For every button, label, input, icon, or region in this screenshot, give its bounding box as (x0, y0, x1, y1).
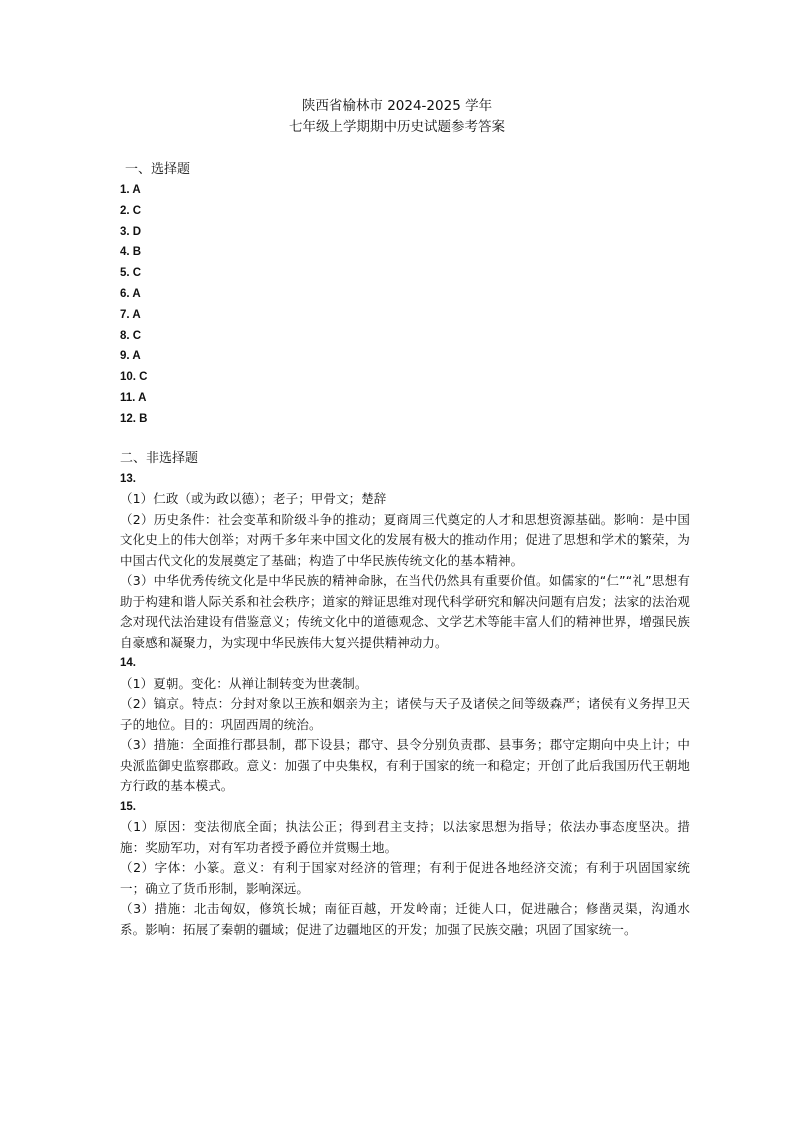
answer-paragraph: （3）中华优秀传统文化是中华民族的精神命脉，在当代仍然具有重要价值。如儒家的“仁”“礼”思想有助于构建和谐人际关系和社会秩序；道家的辩证思维对现代科学研究和解决问题有启发；法家的法治观念对现代法治建设有借鉴意义；传统文化中的道德观念、文学艺术等能丰富人们的精神世界，增强民族自豪感和凝聚力，为实现中华民族伟大复兴提供精神动力。 (120, 573, 690, 650)
answer-item: 9. A (120, 350, 141, 363)
answer-list (120, 180, 690, 430)
answer-item: 8. C (120, 329, 142, 342)
section-heading-choice: 一、选择题 (125, 162, 191, 177)
document-body (120, 160, 690, 940)
answer-paragraph: （3）措施：北击匈奴，修筑长城；南征百越，开发岭南；迁徙人口，促进融合；修凿灵渠，沟通水系。影响：拓展了秦朝的疆域；促进了边疆地区的开发；加强了民族交融；巩固了国家统一。 (120, 901, 690, 937)
answer-paragraph: （1）夏朝。变化：从禅让制转变为世袭制。 (120, 675, 368, 691)
section-heading-nonchoice: 二、非选择题 (120, 450, 199, 466)
answer-item: 3. D (120, 225, 142, 238)
document-title-line1: 陕西省榆林市 2024-2025 学年 (301, 98, 493, 114)
answer-paragraph: （1）仁政（或为政以德）；老子；甲骨文；楚辞 (120, 491, 387, 507)
answer-item: 1. A (120, 184, 141, 196)
answer-item: 2. C (120, 204, 142, 217)
question-number: 15. (120, 800, 136, 813)
answer-item: 11. A (120, 391, 147, 404)
answer-paragraph: （2）字体：小篆。意义：有利于国家对经济的管理；有利于促进各地经济交流；有利于巩固国家统一；确立了货币形制，影响深远。 (120, 860, 690, 896)
answer-paragraph: （2）镐京。特点：分封对象以王族和姻亲为主；诸侯与天子及诸侯之间等级森严；诸侯有义务捍卫天子的地位。目的：巩固西周的统治。 (120, 696, 690, 732)
question-number: 13. (120, 472, 136, 485)
answer-item: 5. C (120, 267, 142, 280)
answer-paragraph: （3）措施：全面推行郡县制，郡下设县；郡守、县令分别负责郡、县事务；郡守定期向中央上计；中央派监御史监察郡政。意义：加强了中央集权，有利于国家的统一和稳定；开创了此后我国历代王朝地方行政的基本模式。 (120, 737, 690, 794)
answer-item: 12. B (120, 412, 148, 425)
section-spacer (120, 430, 690, 449)
answer-paragraph: （2）历史条件：社会变革和阶级斗争的推动；夏商周三代奠定的人才和思想资源基础。影响：是中国文化史上的伟大创举；对两千多年来中国文化的发展有极大的推动作用；促进了思想和学术的繁荣，为中国古代文化的发展奠定了基础；构造了中华民族传统文化的基本精神。 (120, 511, 690, 568)
answer-paragraph: （1）原因：变法彻底全面；执法公正；得到君主支持；以法家思想为指导；依法办事态度坚决。措施：奖励军功，对有军功者授予爵位并赏赐土地。 (120, 819, 690, 855)
question-number: 14. (120, 657, 136, 670)
answer-item: 4. B (120, 246, 142, 259)
answer-item: 6. A (120, 287, 141, 300)
answer-item: 10. C (120, 371, 148, 384)
document-title-line2: 七年级上学期期中历史试题参考答案 (289, 119, 505, 135)
answer-item: 7. A (120, 308, 141, 321)
